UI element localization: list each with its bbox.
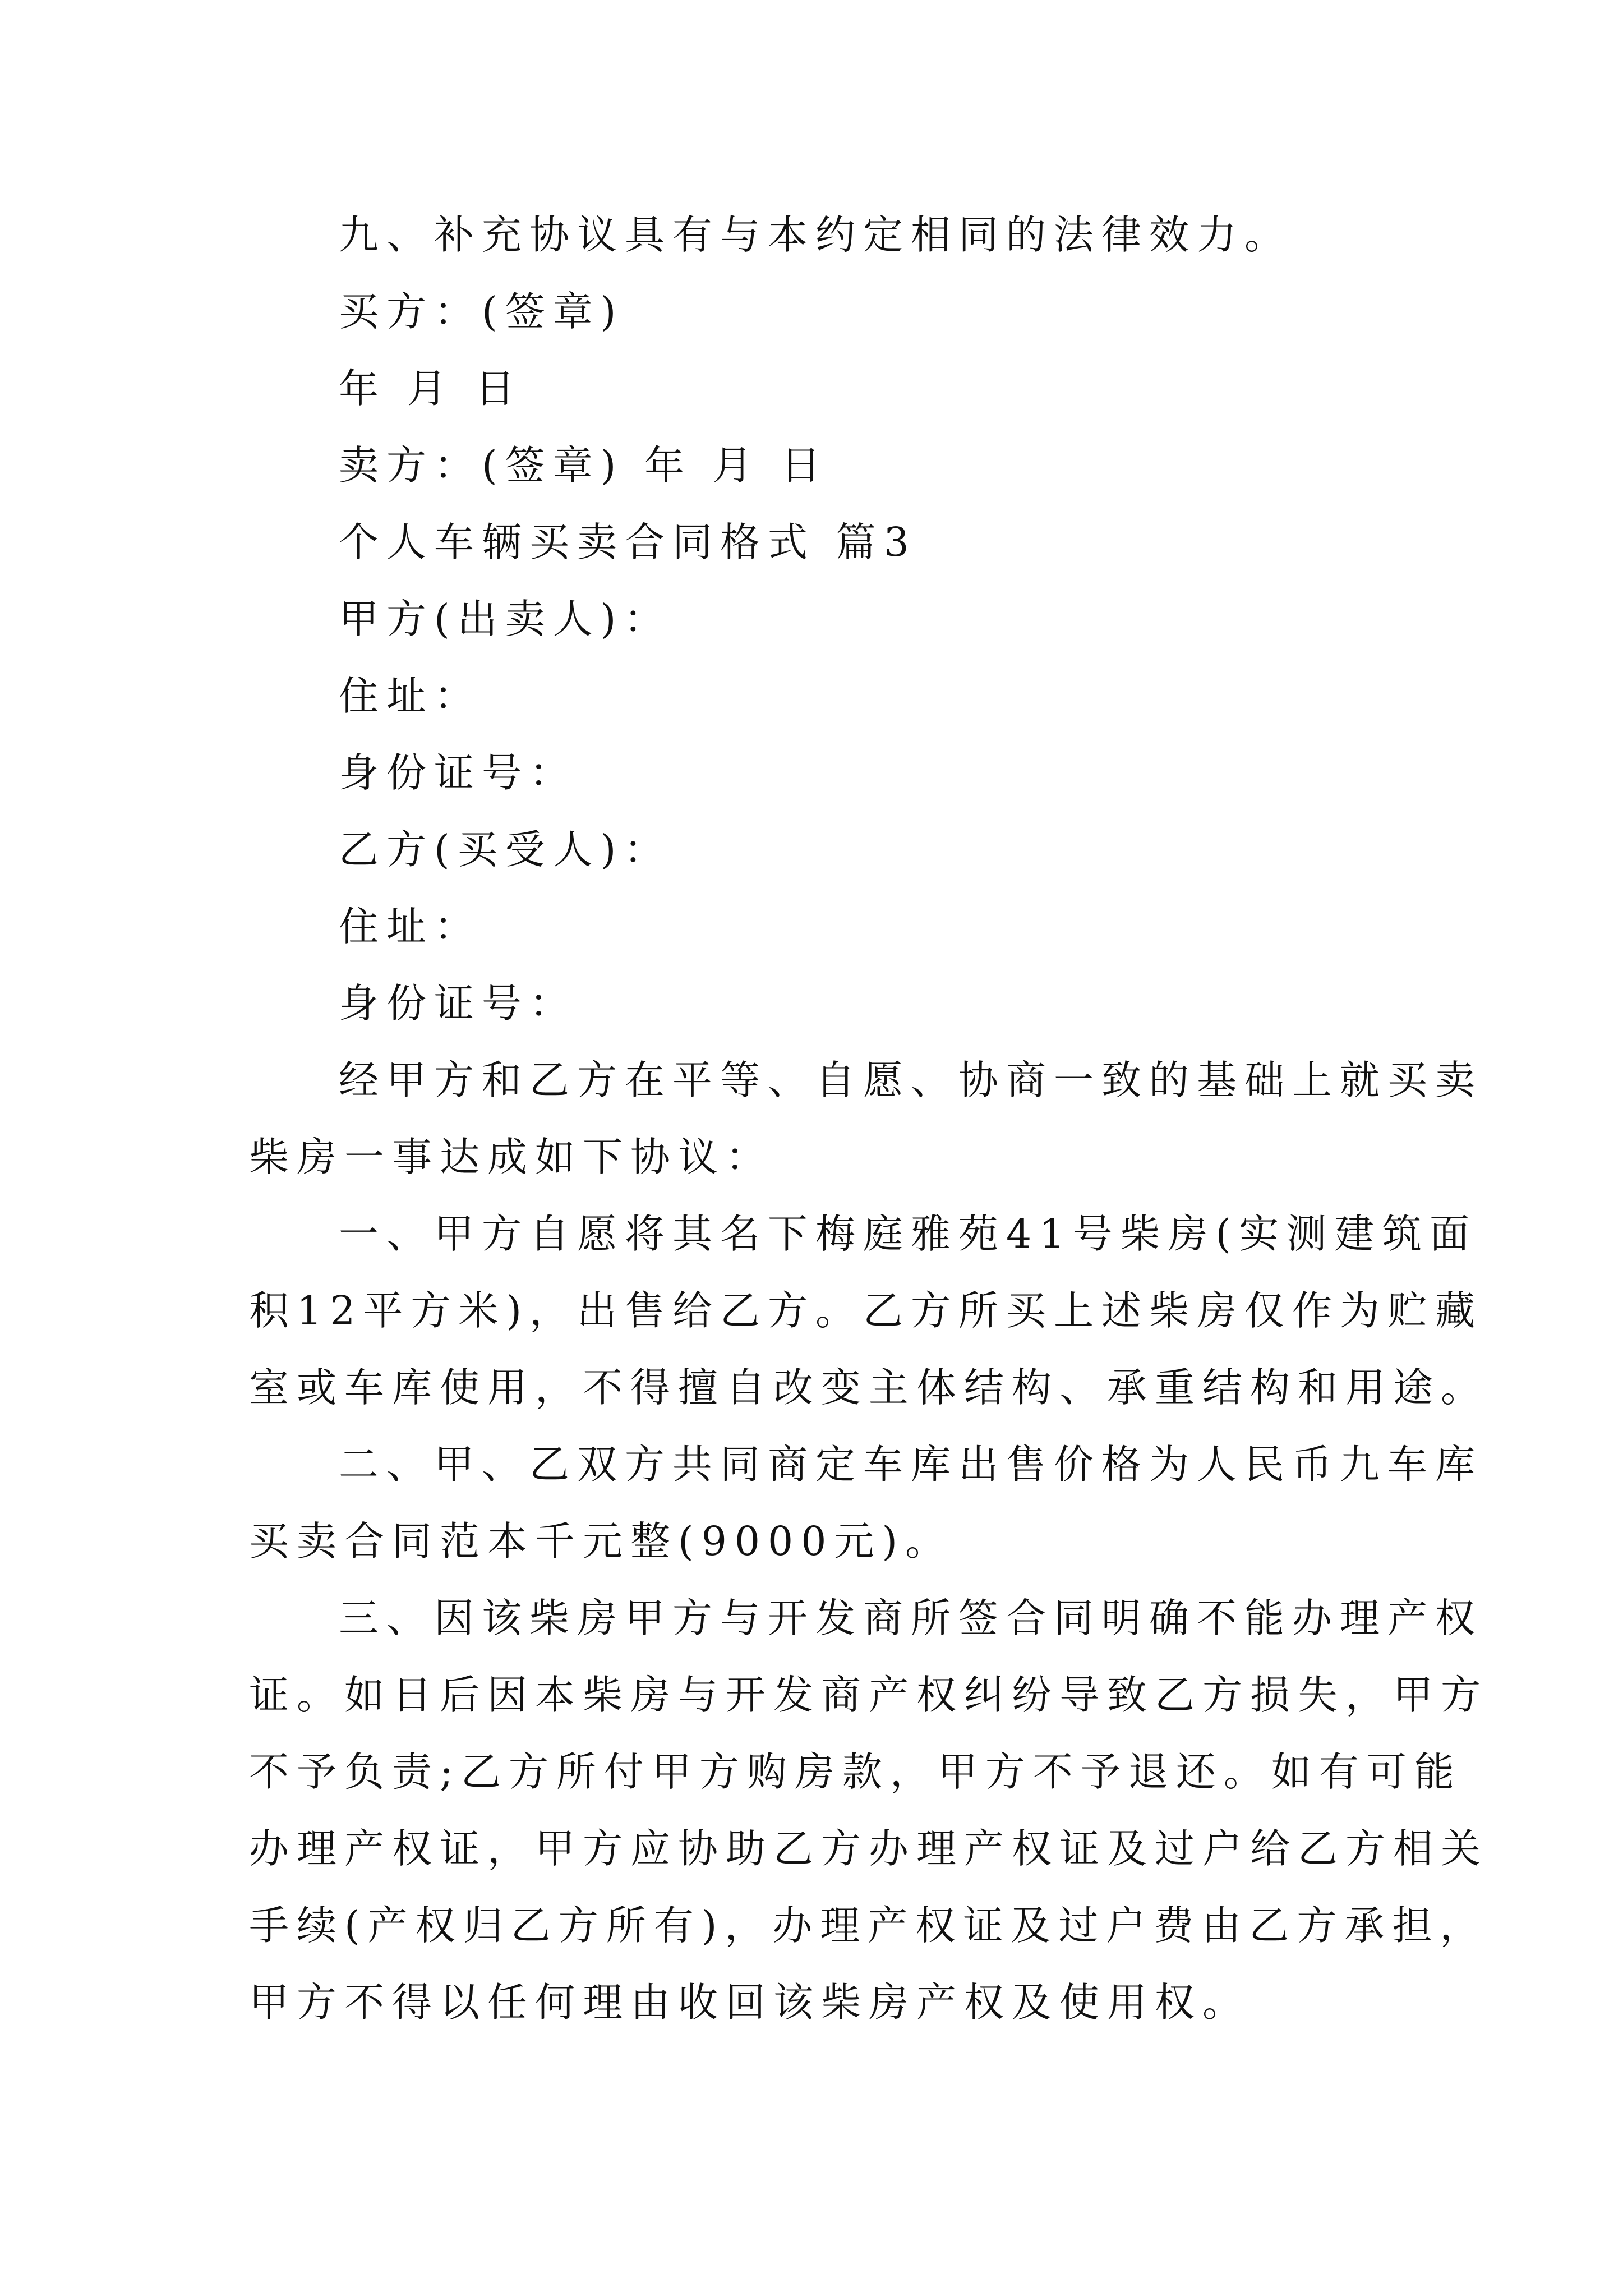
clause-one-line-3: 室或车库使用，不得擅自改变主体结构、承重结构和用途。 (249, 1364, 1489, 1411)
clause-three-line-4: 办理产权证，甲方应协助乙方办理产权证及过户给乙方相关 (249, 1825, 1489, 1872)
party-a-id-label: 身份证号： (339, 749, 578, 796)
party-b-address-label: 住址： (339, 903, 482, 950)
document-body (249, 196, 1489, 2041)
buyer-date-line: 年 月 日 (339, 365, 523, 412)
preamble-line-2: 柴房一事达成如下协议： (249, 1134, 774, 1180)
clause-three-paragraph (249, 1580, 1489, 2041)
clause-three-line-5: 手续(产权归乙方所有)，办理产权证及过户费由乙方承担， (249, 1902, 1488, 1949)
party-a-address-label: 住址： (339, 673, 482, 719)
seller-signature-line: 卖方：(签章) 年 月 日 (339, 442, 829, 489)
clause-one-paragraph (249, 1195, 1489, 1426)
preamble-line-1: 经甲方和乙方在平等、自愿、协商一致的基础上就买卖 (339, 1057, 1483, 1103)
clause-two-line-1: 二、甲、乙双方共同商定车库出售价格为人民币九车库 (339, 1441, 1483, 1488)
party-b-id-label: 身份证号： (339, 980, 578, 1027)
clause-one-line-2: 积12平方米)，出售给乙方。乙方所买上述柴房仅作为贮藏 (249, 1287, 1483, 1334)
clause-three-line-3: 不予负责;乙方所付甲方购房款，甲方不予退还。如有可能 (249, 1749, 1462, 1795)
party-a-label: 甲方(出卖人)： (339, 596, 672, 642)
party-b-label: 乙方(买受人)： (339, 826, 672, 873)
buyer-signature-line: 买方：(签章) (339, 288, 624, 335)
clause-nine: 九、补充协议具有与本约定相同的法律效力。 (339, 211, 1293, 258)
clause-two-paragraph (249, 1426, 1483, 1580)
clause-three-line-2: 证。如日后因本柴房与开发商产权纠纷导致乙方损失，甲方 (249, 1672, 1489, 1718)
clause-three-line-1: 三、因该柴房甲方与开发商所签合同明确不能办理产权 (339, 1595, 1483, 1641)
preamble-paragraph (249, 1042, 1483, 1195)
section-heading: 个人车辆买卖合同格式 篇3 (339, 519, 917, 565)
clause-one-line-1: 一、甲方自愿将其名下梅庭雅苑41号柴房(实测建筑面 (339, 1211, 1478, 1257)
clause-two-line-2: 买卖合同范本千元整(9000元)。 (249, 1518, 953, 1565)
clause-three-line-6: 甲方不得以任何理由收回该柴房产权及使用权。 (249, 1979, 1251, 2026)
